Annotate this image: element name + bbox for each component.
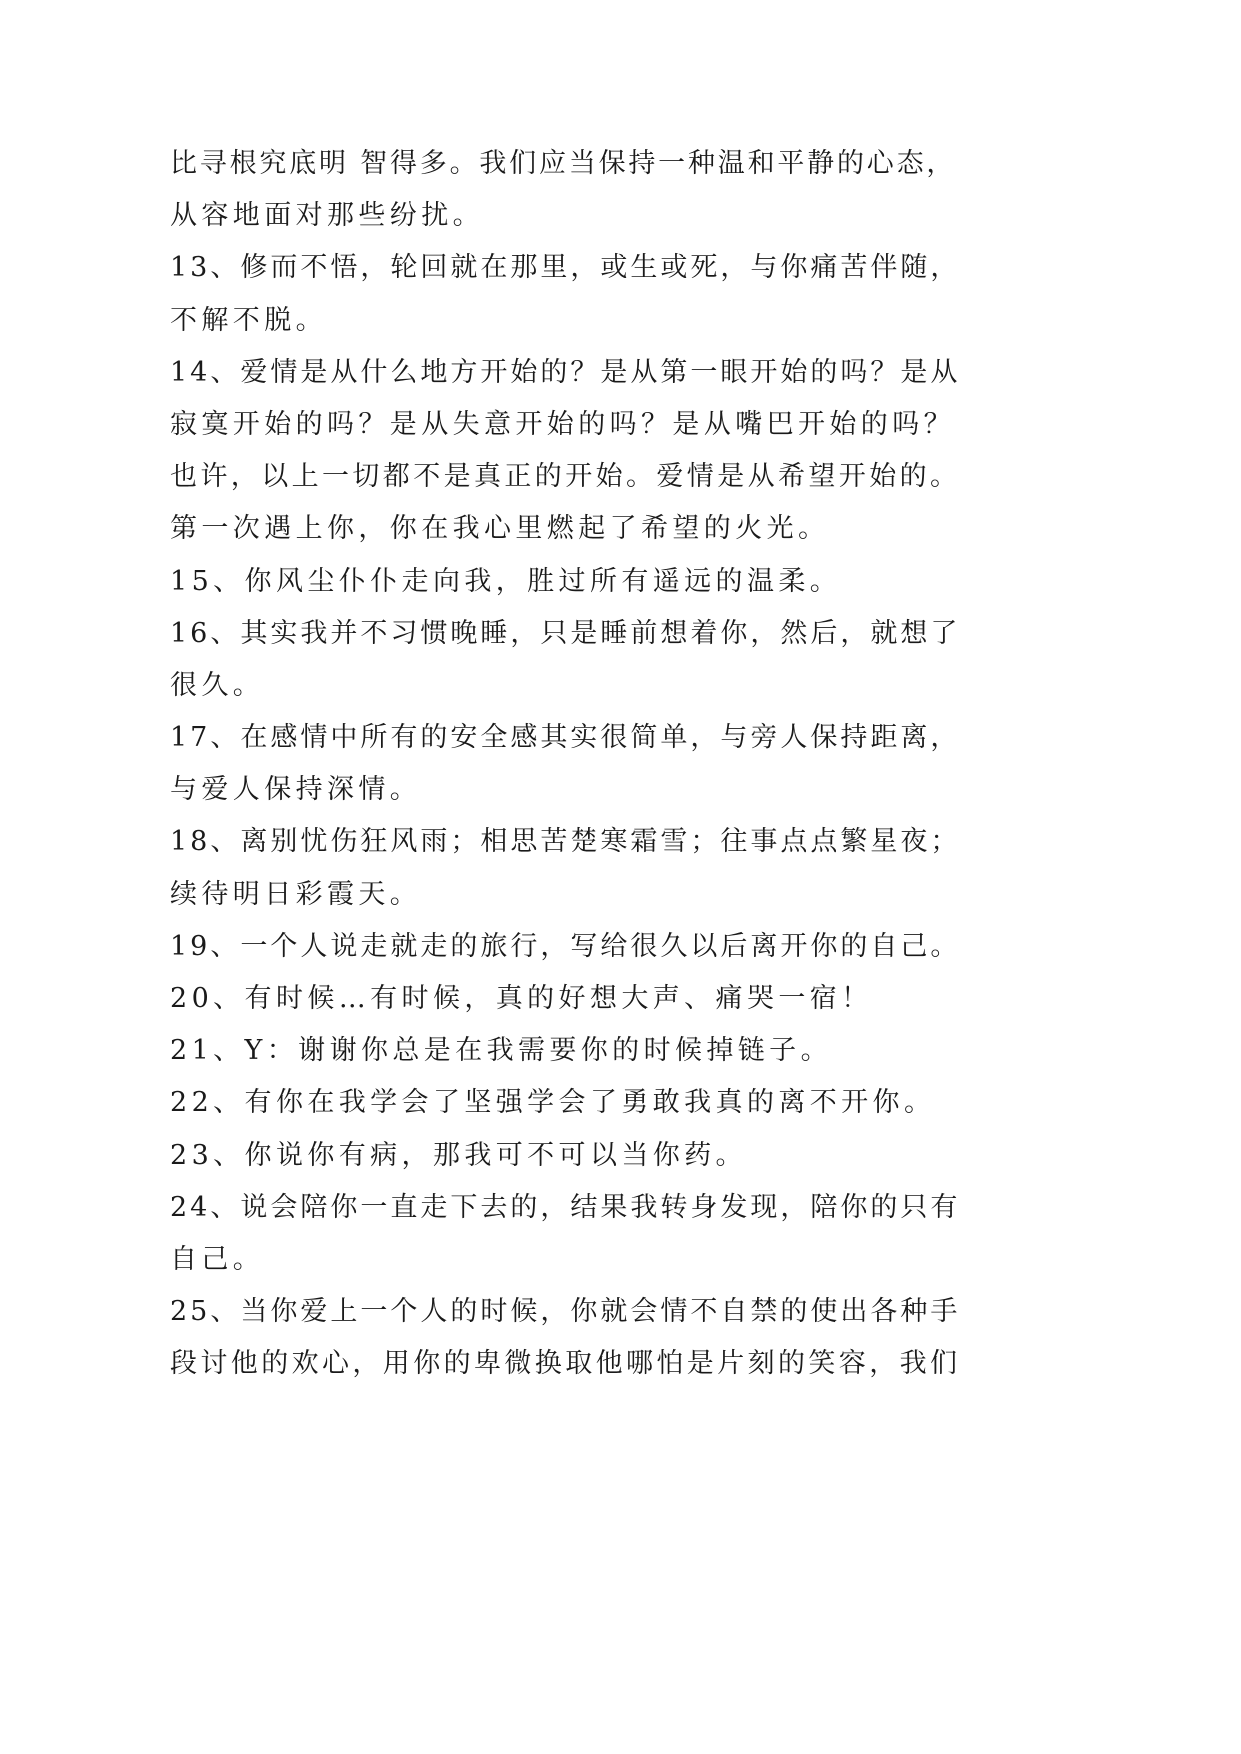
text-line: 寂寞开始的吗？是从失意开始的吗？是从嘴巴开始的吗？ [170, 408, 955, 440]
document-body [170, 138, 960, 1391]
text-line: 从容地面对那些纷扰。 [170, 200, 484, 232]
text-line: 很久。 [170, 669, 265, 701]
text-line: 第一次遇上你，你在我心里燃起了希望的火光。 [170, 513, 830, 545]
text-line: 续待明日彩霞天。 [170, 878, 422, 910]
text-line: 不解不脱。 [170, 304, 327, 336]
text-line: 22、有你在我学会了坚强学会了勇敢我真的离不开你。 [170, 1087, 936, 1119]
text-line: 15、你风尘仆仆走向我，胜过所有遥远的温柔。 [170, 565, 842, 597]
text-line: 18、离别忧伤狂风雨；相思苦楚寒霜雪；往事点点繁星夜； [170, 826, 961, 858]
text-line: 比寻根究底明 智得多。我们应当保持一种温和平静的心态， [170, 148, 957, 179]
text-line: 14、爱情是从什么地方开始的？是从第一眼开始的吗？是从 [170, 356, 961, 388]
text-line: 16、其实我并不习惯晚睡，只是睡前想着你，然后，就想了 [170, 617, 961, 649]
text-line: 自己。 [170, 1243, 265, 1275]
text-line: 23、你说你有病，那我可不可以当你药。 [170, 1139, 747, 1171]
text-line: 19、一个人说走就走的旅行，写给很久以后离开你的自己。 [170, 930, 961, 962]
text-line: 20、有时候…有时候，真的好想大声、痛哭一宿！ [170, 983, 873, 1014]
text-line: 21、Y：谢谢你总是在我需要你的时候掉链子。 [170, 1035, 832, 1067]
text-line: 25、当你爱上一个人的时候，你就会情不自禁的使出各种手 [170, 1296, 961, 1328]
text-line: 段讨他的欢心，用你的卑微换取他哪怕是片刻的笑容，我们 [170, 1348, 961, 1380]
text-line: 13、修而不悟，轮回就在那里，或生或死，与你痛苦伴随， [170, 252, 961, 284]
text-line: 与爱人保持深情。 [170, 774, 422, 806]
text-line: 也许，以上一切都不是真正的开始。爱情是从希望开始的。 [170, 461, 961, 493]
text-line: 24、说会陪你一直走下去的，结果我转身发现，陪你的只有 [170, 1191, 961, 1223]
text-line: 17、在感情中所有的安全感其实很简单，与旁人保持距离， [170, 722, 961, 754]
